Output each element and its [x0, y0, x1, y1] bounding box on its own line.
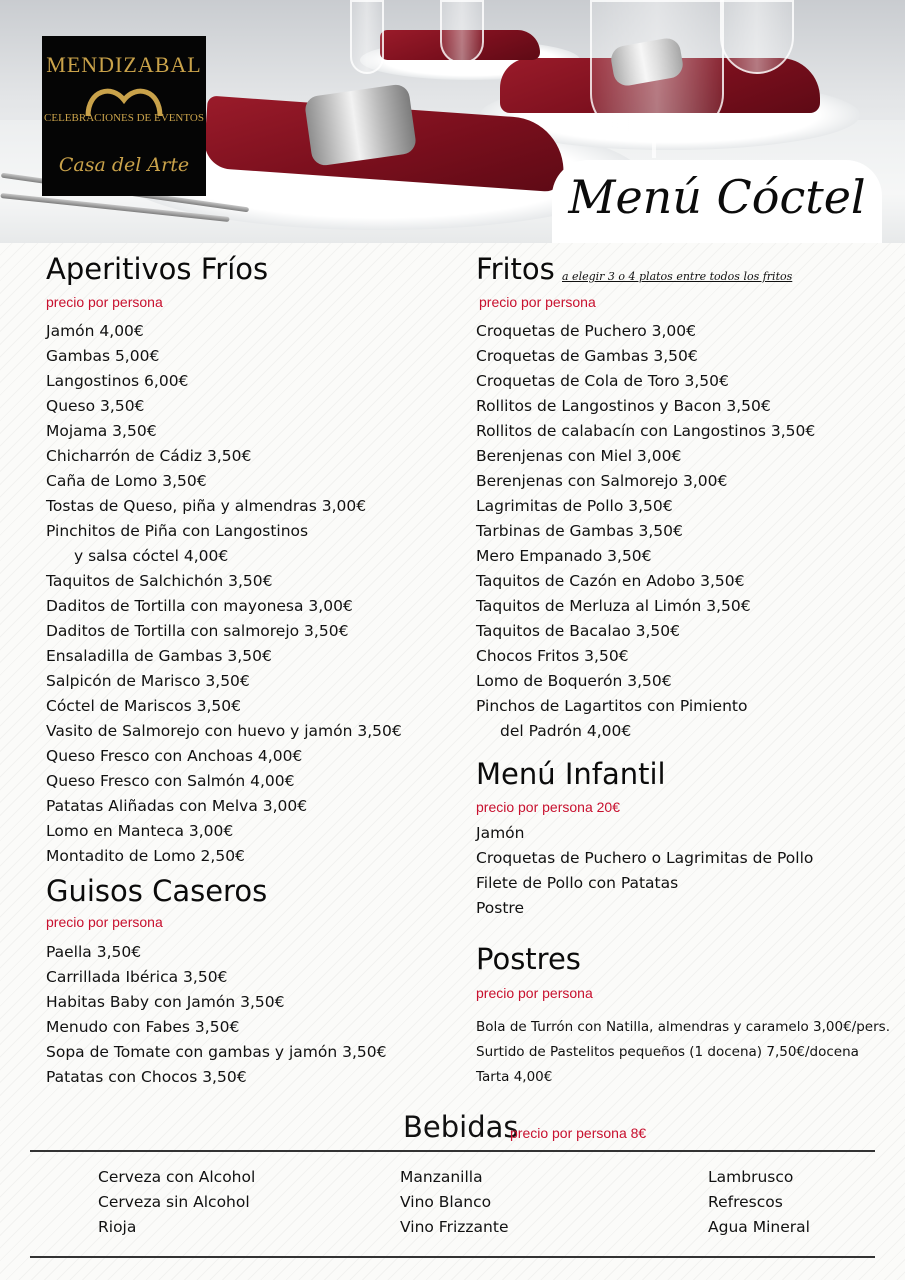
list-item: Tarta 4,00€ — [476, 1069, 553, 1085]
wine-glass — [590, 0, 724, 134]
list-item: Vino Blanco — [400, 1193, 492, 1211]
list-item: Daditos de Tortilla con salmorejo 3,50€ — [46, 622, 349, 640]
list-item: Patatas con Chocos 3,50€ — [46, 1068, 247, 1086]
aperitivos-title: Aperitivos Fríos — [46, 252, 269, 286]
list-item: Langostinos 6,00€ — [46, 372, 189, 390]
glass-stem — [652, 128, 656, 158]
list-item: Tostas de Queso, piña y almendras 3,00€ — [46, 497, 367, 515]
list-item: Habitas Baby con Jamón 3,50€ — [46, 993, 285, 1011]
fritos-note: a elegir 3 o 4 platos entre todos los fritos — [562, 270, 793, 283]
aperitivos-list — [46, 319, 402, 869]
wine-glass — [350, 0, 384, 74]
list-item: Jamón 4,00€ — [46, 322, 144, 340]
list-item: Jamón — [476, 824, 525, 842]
list-item: Taquitos de Merluza al Limón 3,50€ — [476, 597, 751, 615]
list-item: Rollitos de calabacín con Langostinos 3,50€ — [476, 422, 816, 440]
guisos-title: Guisos Caseros — [46, 874, 268, 908]
fritos-title: Fritos — [476, 252, 555, 286]
infantil-list — [476, 821, 813, 921]
list-item: Lambrusco — [708, 1168, 794, 1186]
list-item: Taquitos de Cazón en Adobo 3,50€ — [476, 572, 745, 590]
list-item: Cóctel de Mariscos 3,50€ — [46, 697, 241, 715]
list-item: Queso Fresco con Salmón 4,00€ — [46, 772, 295, 790]
list-item: Salpicón de Marisco 3,50€ — [46, 672, 250, 690]
bebidas-title: Bebidas — [403, 1110, 519, 1144]
bebidas-price-note: precio por persona 8€ — [510, 1125, 647, 1141]
infantil-title: Menú Infantil — [476, 757, 666, 791]
list-item: Croquetas de Cola de Toro 3,50€ — [476, 372, 729, 390]
list-item: Lomo en Manteca 3,00€ — [46, 822, 234, 840]
postres-price-note: precio por persona — [476, 985, 593, 1001]
list-item: y salsa cóctel 4,00€ — [74, 547, 229, 565]
list-item: Croquetas de Gambas 3,50€ — [476, 347, 698, 365]
list-item: Gambas 5,00€ — [46, 347, 160, 365]
list-item: Croquetas de Puchero 3,00€ — [476, 322, 697, 340]
list-item: Pinchitos de Piña con Langostinos — [46, 522, 309, 540]
list-item: Manzanilla — [400, 1168, 483, 1186]
list-item: Queso 3,50€ — [46, 397, 145, 415]
list-item: Refrescos — [708, 1193, 783, 1211]
list-item: Pinchos de Lagartitos con Pimiento — [476, 697, 748, 715]
napkin-ring — [304, 83, 418, 167]
list-item: Vasito de Salmorejo con huevo y jamón 3,50€ — [46, 722, 402, 740]
list-item: del Padrón 4,00€ — [500, 722, 632, 740]
list-item: Sopa de Tomate con gambas y jamón 3,50€ — [46, 1043, 387, 1061]
list-item: Paella 3,50€ — [46, 943, 142, 961]
wine-glass — [440, 0, 484, 64]
list-item: Patatas Aliñadas con Melva 3,00€ — [46, 797, 308, 815]
list-item: Vino Frizzante — [400, 1218, 509, 1236]
list-item: Rioja — [98, 1218, 137, 1236]
page-title: Menú Cóctel — [568, 170, 866, 224]
title-banner — [552, 160, 882, 243]
list-item: Postre — [476, 899, 524, 917]
list-item: Mero Empanado 3,50€ — [476, 547, 652, 565]
list-item: Lomo de Boquerón 3,50€ — [476, 672, 672, 690]
header-photo — [0, 0, 905, 243]
list-item: Lagrimitas de Pollo 3,50€ — [476, 497, 673, 515]
list-item: Daditos de Tortilla con mayonesa 3,00€ — [46, 597, 353, 615]
logo-middle-text: CELEBRACIONES DE EVENTOS — [44, 112, 204, 124]
list-item: Agua Mineral — [708, 1218, 810, 1236]
fritos-price-note: precio por persona — [479, 294, 596, 310]
postres-title: Postres — [476, 942, 581, 976]
list-item: Chocos Fritos 3,50€ — [476, 647, 629, 665]
list-item: Mojama 3,50€ — [46, 422, 157, 440]
list-item: Bola de Turrón con Natilla, almendras y caramelo 3,00€/pers. — [476, 1019, 890, 1035]
logo-bottom-text: Casa del Arte — [58, 154, 190, 176]
list-item: Tarbinas de Gambas 3,50€ — [476, 522, 683, 540]
infantil-price-note: precio por persona 20€ — [476, 799, 620, 815]
guisos-list — [46, 940, 387, 1090]
list-item: Cerveza sin Alcohol — [98, 1193, 250, 1211]
guisos-price-note: precio por persona — [46, 914, 163, 930]
postres-list — [476, 1015, 890, 1090]
list-item: Filete de Pollo con Patatas — [476, 874, 679, 892]
logo-top-text: MENDIZABAL — [46, 52, 202, 77]
list-item: Queso Fresco con Anchoas 4,00€ — [46, 747, 303, 765]
list-item: Menudo con Fabes 3,50€ — [46, 1018, 240, 1036]
list-item: Montadito de Lomo 2,50€ — [46, 847, 245, 865]
list-item: Croquetas de Puchero o Lagrimitas de Pollo — [476, 849, 814, 867]
list-item: Rollitos de Langostinos y Bacon 3,50€ — [476, 397, 771, 415]
list-item: Taquitos de Bacalao 3,50€ — [476, 622, 680, 640]
wine-glass — [720, 0, 794, 74]
bebidas-col-3 — [708, 1165, 810, 1240]
aperitivos-price-note: precio por persona — [46, 294, 163, 310]
list-item: Ensaladilla de Gambas 3,50€ — [46, 647, 272, 665]
bebidas-col-1 — [98, 1165, 255, 1240]
divider — [30, 1256, 875, 1258]
list-item: Cerveza con Alcohol — [98, 1168, 256, 1186]
list-item: Chicharrón de Cádiz 3,50€ — [46, 447, 252, 465]
bebidas-col-2 — [400, 1165, 508, 1240]
list-item: Surtido de Pastelitos pequeños (1 docena) 7,50€/docena — [476, 1044, 859, 1060]
list-item: Berenjenas con Miel 3,00€ — [476, 447, 682, 465]
list-item: Caña de Lomo 3,50€ — [46, 472, 207, 490]
list-item: Berenjenas con Salmorejo 3,00€ — [476, 472, 728, 490]
fritos-list — [476, 319, 815, 744]
list-item: Carrillada Ibérica 3,50€ — [46, 968, 228, 986]
list-item: Taquitos de Salchichón 3,50€ — [46, 572, 273, 590]
divider — [30, 1150, 875, 1152]
logo — [42, 36, 206, 196]
